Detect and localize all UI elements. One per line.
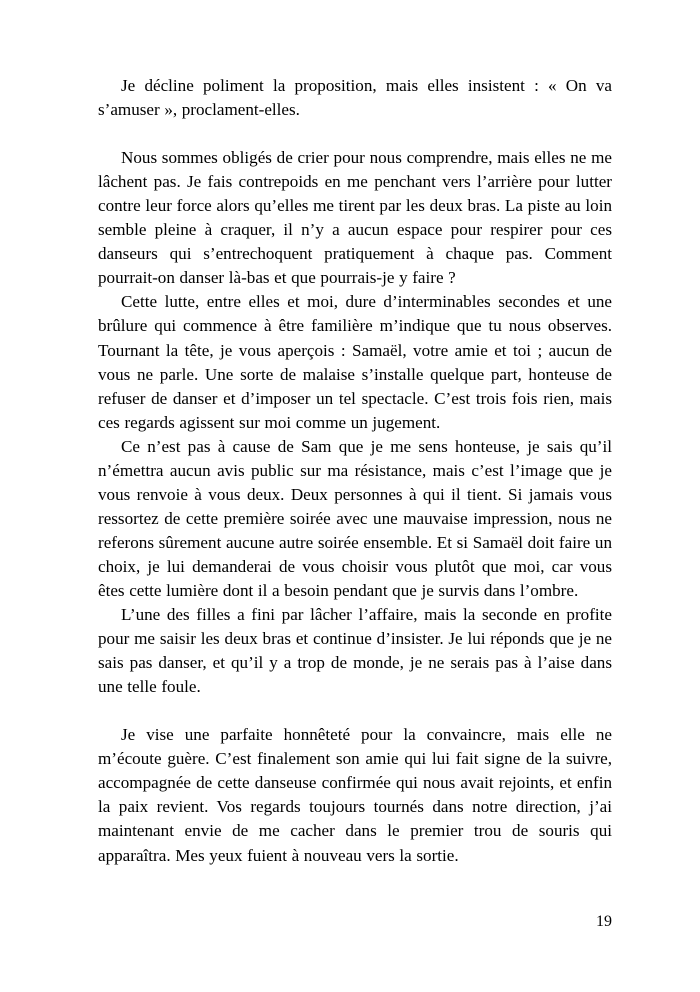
paragraph-6: Je vise une parfaite honnêteté pour la convaincre, mais elle ne m’écoute guère. C’est finalement son amie qui lui fait signe de la suivre, accompagnée de cette danseuse confirmée qui nous avait rejoints, et enfin la paix revient. Vos regards toujours tournés dans notre direction, j’ai maintenant envie de me cacher dans le premier trou de souris qui apparaîtra. Mes yeux fuient à nouveau vers la sortie.: [98, 725, 612, 865]
page-number: 19: [596, 913, 612, 930]
paragraph-1: Je décline poliment la proposition, mais elles insistent : « On va s’amuser », proclament-elles.: [98, 76, 612, 120]
page-text-block: [98, 74, 612, 868]
paragraph-4: Ce n’est pas à cause de Sam que je me sens honteuse, je sais qu’il n’émettra aucun avis public sur ma résistance, mais c’est l’image que je vous renvoie à vous deux. Deux personnes à qui il tient. Si jamais vous ressortez de cette première soirée avec une mauvaise impression, nous ne referons sûrement aucune autre soirée ensemble. Et si Samaël doit faire un choix, je lui demanderai de vous choisir vous plutôt que moi, car vous êtes cette lumière dont il a besoin pendant que je survis dans l’ombre.: [98, 436, 612, 600]
paragraph-3: Cette lutte, entre elles et moi, dure d’interminables secondes et une brûlure qui commence à être familière m’indique que tu nous observes. Tournant la tête, je vous aperçois : Samaël, votre amie et toi ; aucun de vous ne parle. Une sorte de malaise s’installe quelque part, honteuse de refuser de danser et d’imposer un tel spectacle. C’est trois fois rien, mais ces regards agissent sur moi comme un jugement.: [98, 292, 612, 432]
paragraph-2: Nous sommes obligés de crier pour nous comprendre, mais elles ne me lâchent pas. Je fais contrepoids en me penchant vers l’arrière pour lutter contre leur force alors qu’elles me tirent par les deux bras. La piste au loin semble pleine à craquer, il n’y a aucun espace pour respirer pour ces danseurs qui s’entrechoquent pratiquement à chaque pas. Comment pourrait-on danser là-bas et que pourrais-je y faire ?: [98, 148, 612, 288]
paragraph-5: L’une des filles a fini par lâcher l’affaire, mais la seconde en profite pour me saisir les deux bras et continue d’insister. Je lui réponds que je ne sais pas danser, et qu’il y a trop de monde, je ne serais pas à l’aise dans une telle foule.: [98, 605, 612, 697]
